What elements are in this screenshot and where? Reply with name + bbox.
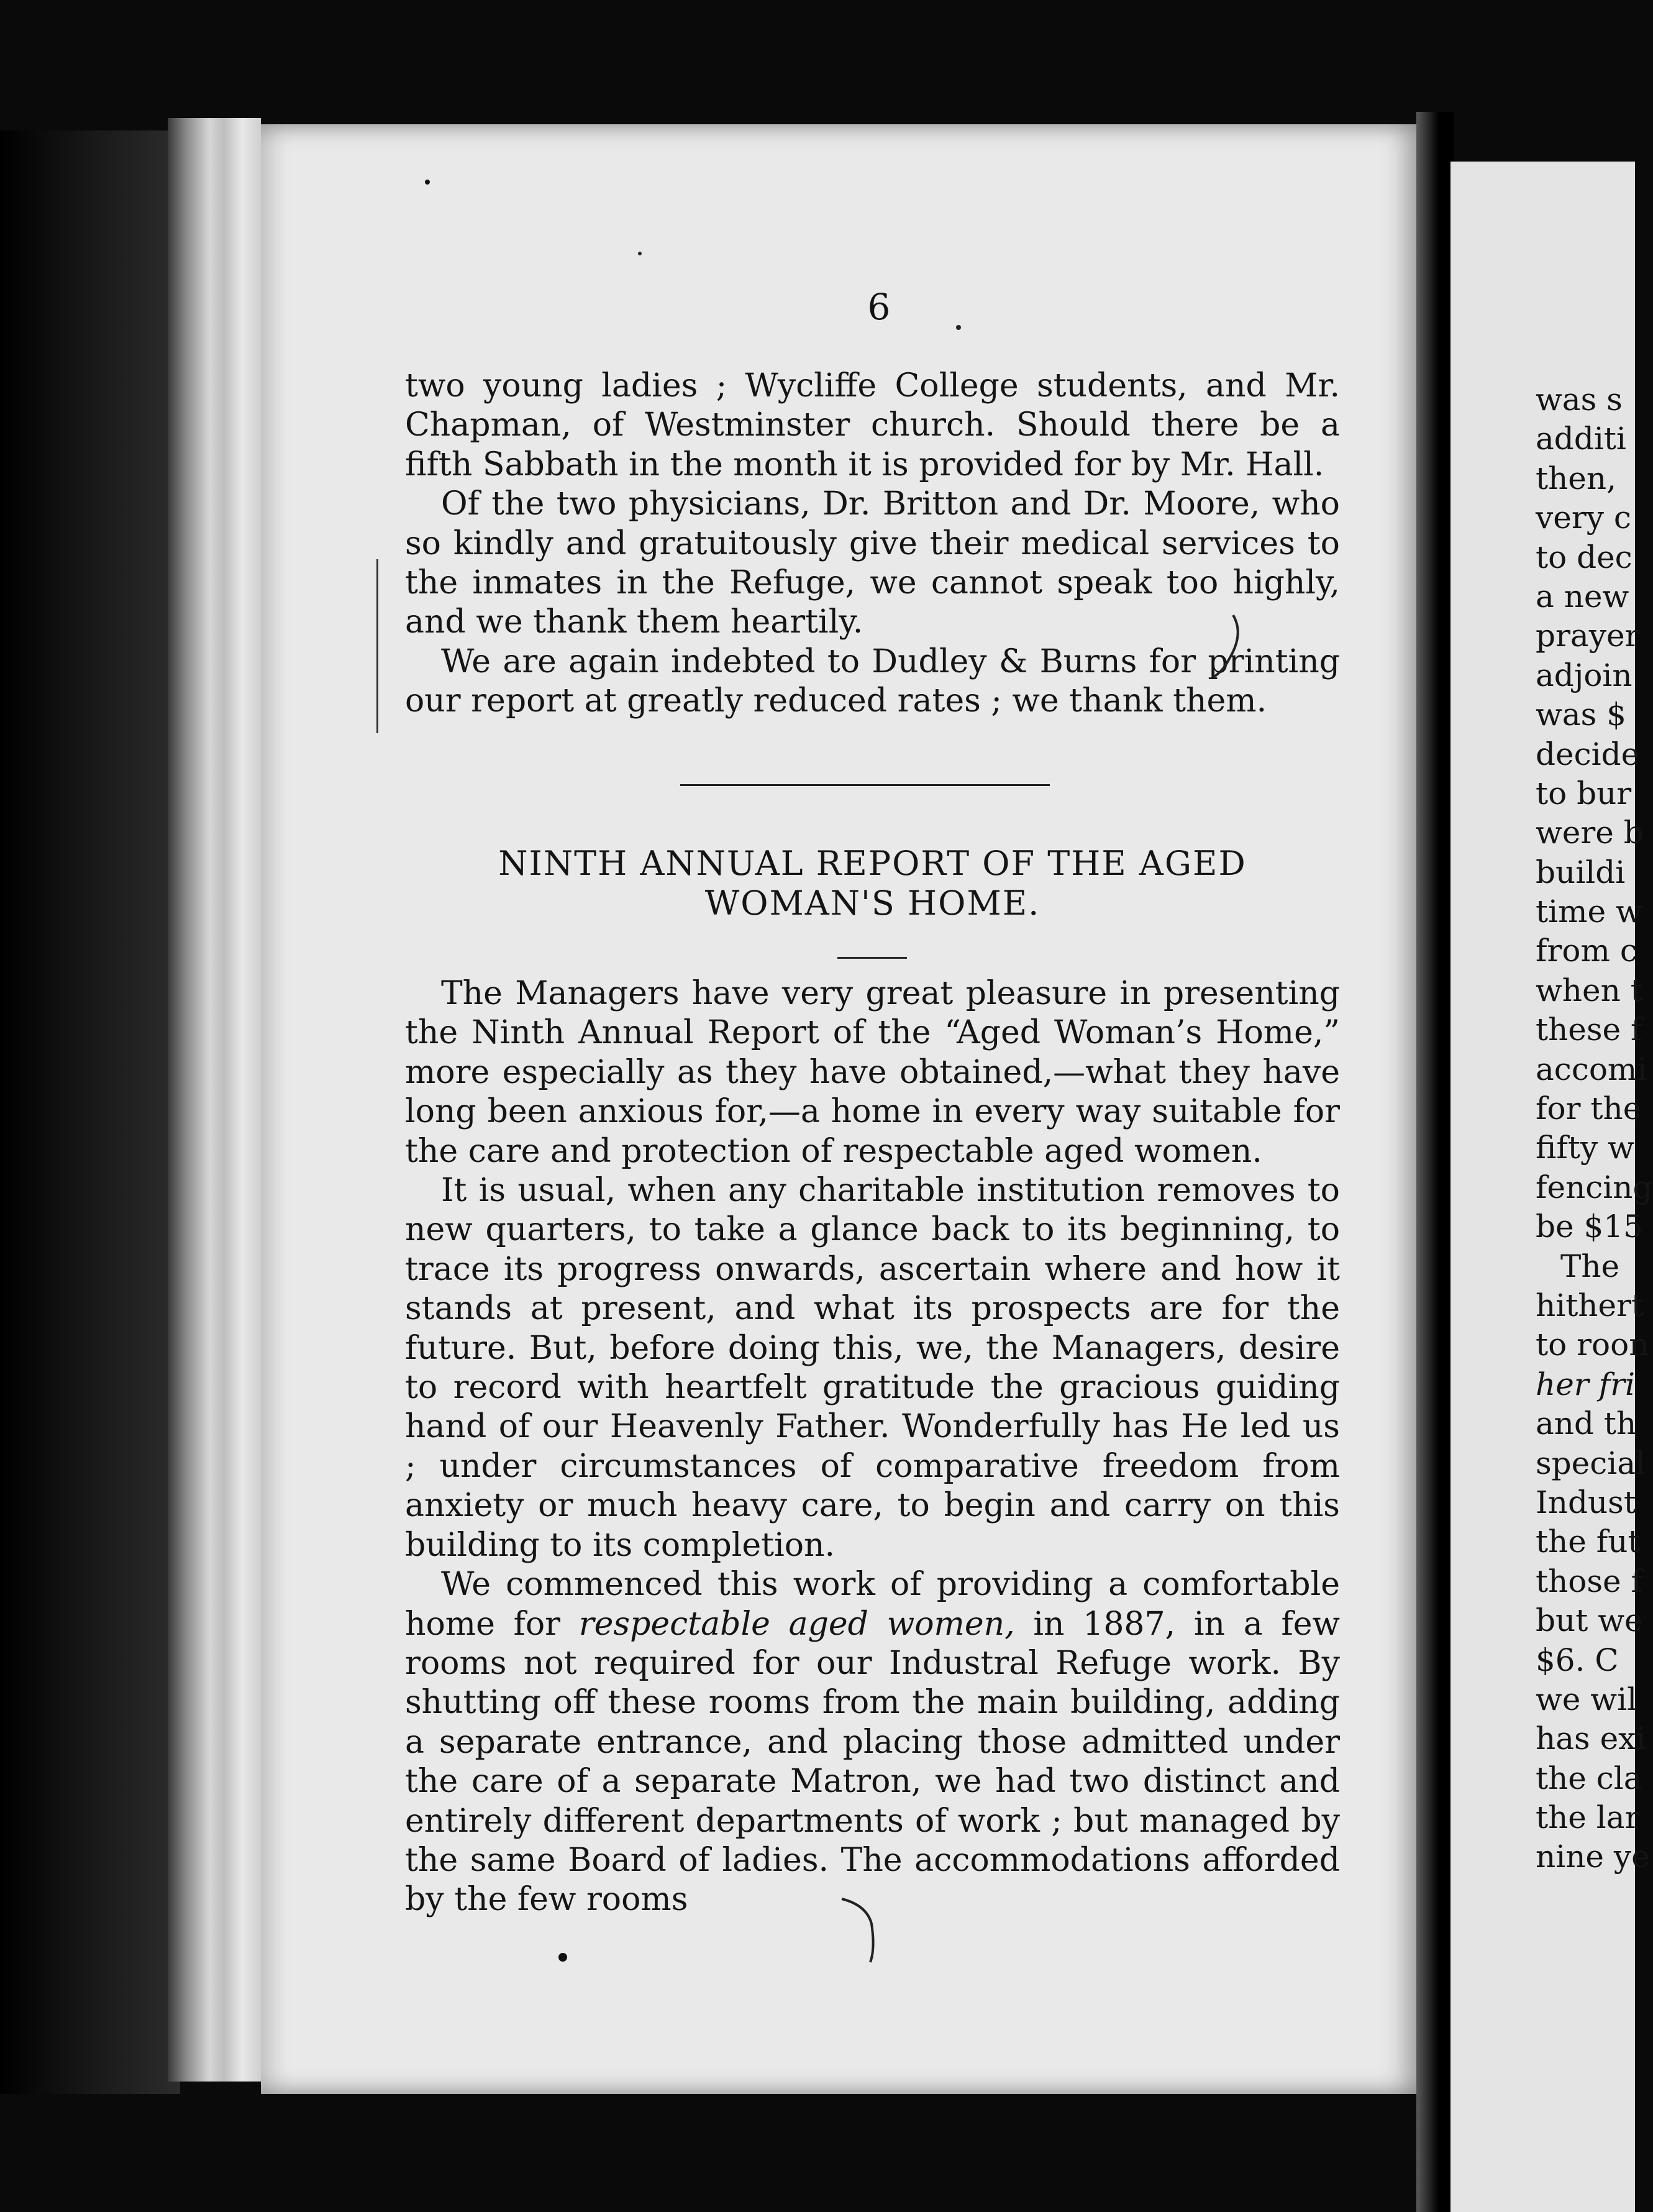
ink-speck <box>638 252 642 255</box>
right-line: fifty w <box>1536 1130 1634 1166</box>
right-line: $6. C <box>1536 1642 1619 1678</box>
right-line: prayer <box>1536 618 1640 654</box>
right-line: the lar <box>1536 1799 1640 1836</box>
right-line: to roon <box>1536 1327 1649 1363</box>
commenced-text-a: We commenced this work of providing a comfortable home for <box>405 1566 1340 1643</box>
commenced-text-b: in 1887, in a few rooms not required for our Industral Refuge work. By shutting off these rooms from the main building, adding a separate entrance, and placing those admitted under the care of a separate Matron, we had two distinct and entirely different departments of work ; but managed by the same Board of ladies. The accommodations afforded by the few rooms <box>405 1605 1340 1919</box>
bottom-bracket-mark <box>842 1899 873 1962</box>
right-line: a new <box>1536 578 1629 615</box>
right-line: then, <box>1536 460 1616 496</box>
right-line: The <box>1560 1248 1620 1284</box>
margin-check-mark <box>1213 615 1238 677</box>
right-line: was s <box>1536 382 1623 418</box>
right-line: hithert <box>1536 1287 1644 1323</box>
right-line: adjoin <box>1536 657 1633 693</box>
right-line-italic: her fri <box>1536 1366 1635 1402</box>
right-line: those f <box>1536 1563 1643 1599</box>
right-line: be $15 <box>1536 1209 1643 1245</box>
ink-speck <box>956 325 961 330</box>
ink-speck <box>425 180 430 185</box>
paragraph-managers: The Managers have very great pleasure in presenting the Ninth Annual Report of the “Aged Woman’s Home,” more especially as they have obtained,—what they have long been anxious for,—a home in every way suitable for the care and protection of respectable aged women. <box>405 975 1340 1170</box>
right-line: but we <box>1536 1602 1643 1639</box>
right-line: to dec <box>1536 539 1633 575</box>
heading-line-1: NINTH ANNUAL REPORT OF THE AGED <box>498 844 1247 883</box>
right-line: has exi <box>1536 1721 1646 1757</box>
right-line: very c <box>1536 500 1631 536</box>
right-line: Indust <box>1536 1484 1636 1520</box>
right-line: from c <box>1536 933 1637 969</box>
right-line: special <box>1536 1445 1646 1481</box>
paragraph-printers: We are again indebted to Dudley & Burns for printing our report at greatly reduced rates ; we thank them. <box>405 642 1340 720</box>
page-number: 6 <box>867 286 891 328</box>
right-line: was $ <box>1536 697 1626 733</box>
right-line: when t <box>1536 972 1643 1008</box>
ink-speck <box>558 1953 567 1962</box>
right-line: were b <box>1536 815 1644 851</box>
paragraph-history: It is usual, when any charitable institution removes to new quarters, to take a glance back to its beginning, to trace its progress onwards, ascertain where and how it stands at present, and what its prospects are for the future. But, before doing this, we, the Managers, desire to record with heartfelt gratitude the gracious guiding hand of our Heavenly Father. Wonderfully has He led us ; under circumstances of comparative freedom from anxiety or much heavy care, to begin and carry on this building to its completion. <box>405 1172 1340 1564</box>
right-line: the cla <box>1536 1760 1642 1796</box>
paragraph-physicians: Of the two physicians, Dr. Britton and Dr. Moore, who so kindly and gratuitously give their medical services to the inmates in the Refuge, we cannot speak too highly, and we thank them heartily. <box>405 485 1340 641</box>
right-line: accomi <box>1536 1051 1647 1087</box>
right-line: these f <box>1536 1012 1642 1048</box>
right-line: decide <box>1536 736 1640 772</box>
right-line: nine ye <box>1536 1839 1650 1875</box>
right-line: time w <box>1536 893 1642 930</box>
right-line: additi <box>1536 421 1626 457</box>
commenced-italic: respectable aged women, <box>578 1605 1015 1643</box>
right-line: fencing <box>1536 1169 1653 1205</box>
right-line: buildi <box>1536 854 1626 890</box>
right-line: we wil <box>1536 1681 1637 1717</box>
right-line: the fut <box>1536 1524 1641 1560</box>
right-line: for the <box>1536 1090 1642 1127</box>
right-line: to bur <box>1536 775 1632 811</box>
paragraph-speakers: two young ladies ; Wycliffe College students, and Mr. Chapman, of Westminster church. Should there be a fifth Sabbath in the month it is provided for by Mr. Hall. <box>405 367 1340 483</box>
right-line: and th <box>1536 1405 1637 1442</box>
heading-line-2: WOMAN'S HOME. <box>704 884 1041 923</box>
